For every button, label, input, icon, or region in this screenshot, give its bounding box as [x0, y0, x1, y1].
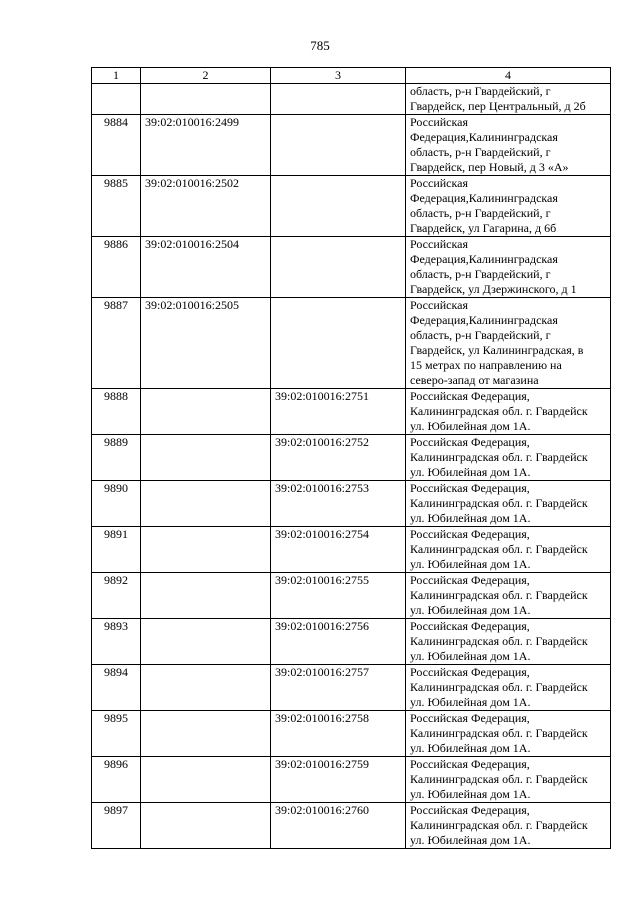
cadastral-number-cell [141, 527, 271, 573]
address-line: Калининградская обл. г. Гвардейск [410, 450, 588, 464]
address-line: Российская Федерация, [410, 527, 530, 541]
address-cell [406, 665, 611, 711]
cadastral-number-cell: 39:02:010016:2505 [141, 298, 271, 389]
address-line: Федерация,Калининградская [410, 252, 558, 266]
address-line: Калининградская обл. г. Гвардейск [410, 542, 588, 556]
table-row [92, 665, 611, 711]
cadastral-number-cell [141, 573, 271, 619]
address-line: 15 метрах по направлению на [410, 358, 562, 372]
cadastral-number-2-cell: 39:02:010016:2756 [271, 619, 406, 665]
cadastral-number-cell [141, 711, 271, 757]
address-line: Калининградская обл. г. Гвардейск [410, 496, 588, 510]
address-cell [406, 619, 611, 665]
cadastral-number-2-cell: 39:02:010016:2753 [271, 481, 406, 527]
table-row [92, 389, 611, 435]
address-line: ул. Юбилейная дом 1А. [410, 649, 531, 663]
table-row [92, 757, 611, 803]
page-number: 785 [310, 38, 330, 53]
address-line: Калининградская обл. г. Гвардейск [410, 772, 588, 786]
cadastral-number-2-cell: 39:02:010016:2755 [271, 573, 406, 619]
cadastral-number-2-cell: 39:02:010016:2754 [271, 527, 406, 573]
address-cell [406, 573, 611, 619]
address-line: Российская [410, 176, 468, 190]
address-line: ул. Юбилейная дом 1А. [410, 787, 531, 801]
address-line: Российская Федерация, [410, 573, 530, 587]
header-col-1: 1 [92, 68, 141, 84]
cadastral-number-2-cell [271, 115, 406, 176]
address-cell [406, 435, 611, 481]
table-row [92, 176, 611, 237]
row-number-cell: 9896 [92, 757, 141, 803]
address-cell [406, 757, 611, 803]
cadastral-number-cell: 39:02:010016:2502 [141, 176, 271, 237]
row-number-cell [92, 84, 141, 115]
row-number-cell: 9885 [92, 176, 141, 237]
table-row [92, 435, 611, 481]
row-number-cell: 9891 [92, 527, 141, 573]
cadastral-number-cell [141, 803, 271, 849]
cadastral-number-2-cell: 39:02:010016:2752 [271, 435, 406, 481]
address-cell [406, 481, 611, 527]
address-line: Калининградская обл. г. Гвардейск [410, 634, 588, 648]
cadastral-number-cell: 39:02:010016:2499 [141, 115, 271, 176]
registry-body [92, 84, 611, 849]
address-line: область, р-н Гвардейский, г [410, 145, 551, 159]
table-row [92, 298, 611, 389]
header-col-4: 4 [406, 68, 611, 84]
address-line: область, р-н Гвардейский, г [410, 206, 551, 220]
table-header-row [92, 68, 611, 84]
row-number-cell: 9884 [92, 115, 141, 176]
cadastral-number-cell [141, 619, 271, 665]
address-line: ул. Юбилейная дом 1А. [410, 695, 531, 709]
address-line: Калининградская обл. г. Гвардейск [410, 404, 588, 418]
address-line: Российская Федерация, [410, 481, 530, 495]
cadastral-number-cell [141, 757, 271, 803]
address-line: ул. Юбилейная дом 1А. [410, 419, 531, 433]
address-cell [406, 237, 611, 298]
address-cell [406, 115, 611, 176]
table-row [92, 115, 611, 176]
address-line: Российская [410, 237, 468, 251]
address-line: Калининградская обл. г. Гвардейск [410, 726, 588, 740]
address-line: ул. Юбилейная дом 1А. [410, 465, 531, 479]
address-line: Российская [410, 115, 468, 129]
cadastral-number-2-cell: 39:02:010016:2757 [271, 665, 406, 711]
address-line: Российская Федерация, [410, 619, 530, 633]
address-cell [406, 298, 611, 389]
address-line: ул. Юбилейная дом 1А. [410, 511, 531, 525]
table-row [92, 711, 611, 757]
address-line: ул. Юбилейная дом 1А. [410, 603, 531, 617]
cadastral-number-2-cell [271, 84, 406, 115]
address-line: Гвардейск, ул Калининградская, в [410, 343, 584, 357]
cadastral-number-2-cell [271, 176, 406, 237]
table-row [92, 527, 611, 573]
address-line: Гвардейск, ул Гагарина, д 6б [410, 221, 557, 235]
address-cell [406, 803, 611, 849]
row-number-cell: 9890 [92, 481, 141, 527]
address-line: Российская Федерация, [410, 389, 530, 403]
address-line: Российская Федерация, [410, 757, 530, 771]
address-line: ул. Юбилейная дом 1А. [410, 741, 531, 755]
table-row [92, 573, 611, 619]
address-cell [406, 711, 611, 757]
address-line: область, р-н Гвардейский, г [410, 328, 551, 342]
table-row [92, 237, 611, 298]
table-row [92, 619, 611, 665]
cadastral-number-2-cell: 39:02:010016:2759 [271, 757, 406, 803]
table-row [92, 84, 611, 115]
address-line: Калининградская обл. г. Гвардейск [410, 680, 588, 694]
row-number-cell: 9889 [92, 435, 141, 481]
cadastral-number-2-cell: 39:02:010016:2760 [271, 803, 406, 849]
address-line: ул. Юбилейная дом 1А. [410, 833, 531, 847]
row-number-cell: 9895 [92, 711, 141, 757]
row-number-cell: 9892 [92, 573, 141, 619]
address-line: Федерация,Калининградская [410, 130, 558, 144]
address-cell [406, 527, 611, 573]
row-number-cell: 9897 [92, 803, 141, 849]
address-line: Российская Федерация, [410, 435, 530, 449]
address-line: Федерация,Калининградская [410, 313, 558, 327]
registry-table [91, 67, 611, 849]
cadastral-number-cell [141, 389, 271, 435]
address-line: Гвардейск, пер Центральный, д 2б [410, 99, 586, 113]
row-number-cell: 9886 [92, 237, 141, 298]
address-line: Российская Федерация, [410, 665, 530, 679]
address-line: Российская Федерация, [410, 711, 530, 725]
address-line: Калининградская обл. г. Гвардейск [410, 588, 588, 602]
table-row [92, 481, 611, 527]
address-line: Калининградская обл. г. Гвардейск [410, 818, 588, 832]
cadastral-number-2-cell: 39:02:010016:2758 [271, 711, 406, 757]
cadastral-number-cell [141, 481, 271, 527]
row-number-cell: 9888 [92, 389, 141, 435]
row-number-cell: 9887 [92, 298, 141, 389]
address-line: ул. Юбилейная дом 1А. [410, 557, 531, 571]
address-line: Гвардейск, ул Дзержинского, д 1 [410, 282, 577, 296]
address-line: северо-запад от магазина [410, 373, 539, 387]
cadastral-number-cell [141, 435, 271, 481]
cadastral-number-cell [141, 665, 271, 711]
address-cell [406, 84, 611, 115]
address-line: Российская Федерация, [410, 803, 530, 817]
header-col-2: 2 [141, 68, 271, 84]
table-row [92, 803, 611, 849]
address-line: область, р-н Гвардейский, г [410, 84, 551, 98]
row-number-cell: 9894 [92, 665, 141, 711]
address-line: область, р-н Гвардейский, г [410, 267, 551, 281]
address-line: Российская [410, 298, 468, 312]
address-cell [406, 389, 611, 435]
cadastral-number-2-cell [271, 298, 406, 389]
cadastral-number-2-cell [271, 237, 406, 298]
row-number-cell: 9893 [92, 619, 141, 665]
cadastral-number-cell [141, 84, 271, 115]
address-cell [406, 176, 611, 237]
cadastral-number-2-cell: 39:02:010016:2751 [271, 389, 406, 435]
address-line: Федерация,Калининградская [410, 191, 558, 205]
address-line: Гвардейск, пер Новый, д 3 «А» [410, 160, 569, 174]
header-col-3: 3 [271, 68, 406, 84]
cadastral-number-cell: 39:02:010016:2504 [141, 237, 271, 298]
